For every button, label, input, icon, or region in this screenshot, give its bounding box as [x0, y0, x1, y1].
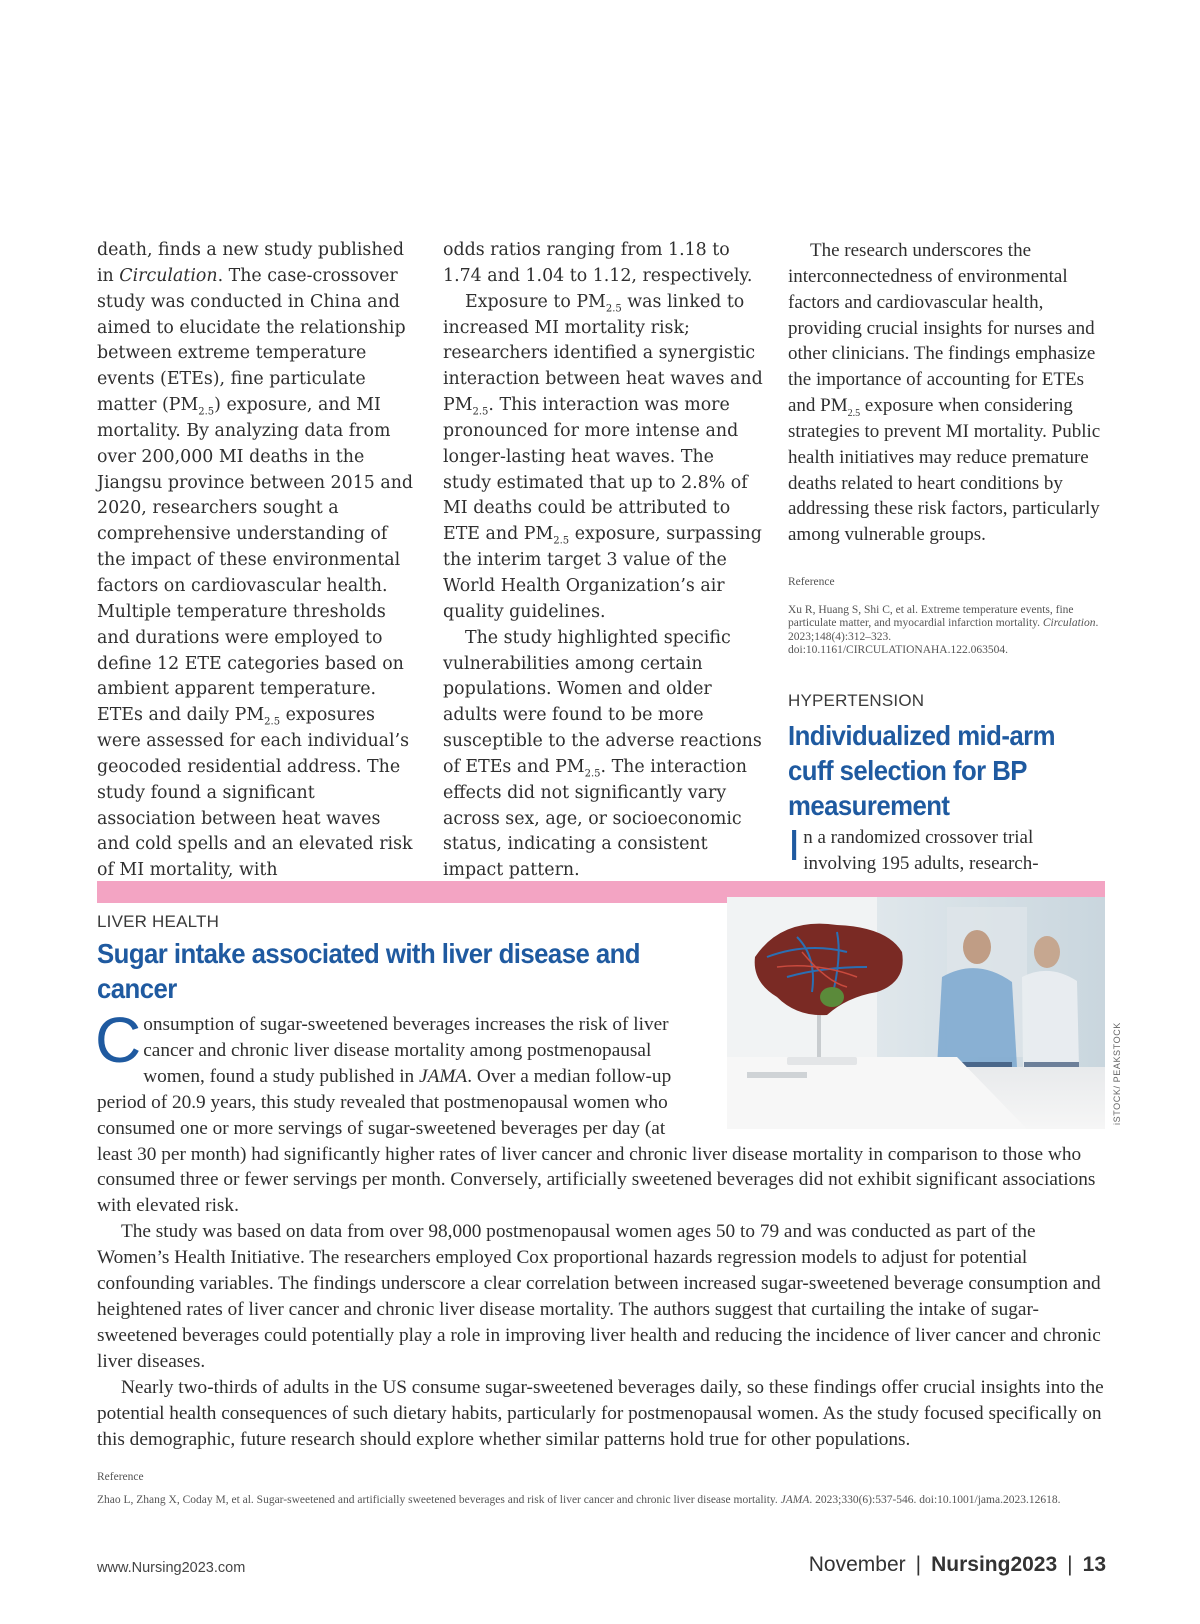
reference-heading: Reference — [97, 1471, 144, 1483]
column3-paragraph — [788, 238, 1108, 548]
footer-folio — [809, 1553, 1106, 1577]
liver-paragraph-2: The study was based on data from over 98,000 postmenopausal women ages 50 to 79 and was conducted as part of the Women’s Health Initiative. The researchers employed Cox proportional hazards regression models to adjust for potential confounding variables. The findings underscore a clear correlation between increased sugar-sweetened beverage consumption and heightened rates of liver cancer and chronic liver disease mortality. The authors suggest that curtailing the intake of sugar-sweetened beverages could potentially play a role in improving liver health and reducing the incidence of liver cancer and chronic liver diseases. — [97, 1221, 1101, 1372]
text-run: n a randomized crossover trial involving 195 adults, research- — [803, 826, 1039, 874]
text-run: . 2023;330(6):537-546. doi:10.1001/jama.2023.12618. — [809, 1494, 1061, 1506]
footer-website: www.Nursing2023.com — [97, 1560, 246, 1576]
text-run: Xu R, Huang S, Shi C, et al. Extreme temperature events, fine particulate matter, and myocardial infarction mortality. — [788, 603, 1074, 630]
section-kicker: LIVER HEALTH — [97, 912, 220, 931]
subscript: 2.5 — [584, 768, 601, 780]
text-run: exposures were assessed for each individual’s geocoded residential address. The study found a significant association between heat waves and cold spells and an elevated risk of MI mortality, with — [97, 705, 413, 881]
reference-heading: Reference — [788, 576, 835, 589]
reference-citation — [788, 604, 1108, 658]
liver-paragraph-3: Nearly two-thirds of adults in the US consume sugar-sweetened beverages daily, so these findings offer crucial insights into the potential health consequences of such dietary habits, particularly for postmenopausal women. As the study focused specifically on this demographic, future research should explore whether similar patterns hold true for other populations. — [97, 1376, 1104, 1450]
footer-month: November — [808, 1553, 906, 1576]
text-run: exposure when considering strategies to prevent MI mortality. Public health initiatives may reduce premature deaths related to heart conditions by addressing these risk factors, particularly among vulnerable groups. — [788, 395, 1101, 546]
article-column-3 — [788, 238, 1108, 877]
text-run: ) exposure, and MI mortality. By analyzing data from over 200,000 MI deaths in the Jiangsu province between 2015 and 2020, researchers sought a comprehensive understanding of the impact of these environmental factors on cardiovascular health. Multiple temperature thresholds and durations were employed to define 12 ETE categories based on ambient apparent temperature. ETEs and daily PM — [97, 395, 414, 726]
text-run: The research underscores the interconnectedness of environmental factors and cardiovascular health, providing crucial insights for nurses and other clinicians. The findings emphasize the importance of accounting for ETEs and PM — [788, 240, 1096, 417]
liver-health-article — [97, 912, 1105, 1452]
text-run: was linked to increased MI mortality risk; researchers identified a synergistic interaction between heat waves and PM — [443, 291, 763, 416]
subscript: 2.5 — [553, 535, 570, 547]
column1-paragraph — [97, 238, 417, 884]
text-run: onsumption of sugar-sweetened beverages increases the risk of liver cancer and chronic liver disease mortality among postmenopausal women, found a study published in — [143, 1014, 669, 1087]
text-run: . The interaction effects did not significantly vary across sex, age, or socioeconomic status, indicating a consistent impact pattern. — [443, 756, 747, 881]
column2-paragraph-2 — [443, 290, 763, 626]
drop-cap: I — [788, 820, 801, 870]
reference-citation — [97, 1494, 1097, 1508]
article-column-2 — [443, 238, 763, 884]
page-number: 13 — [1082, 1553, 1106, 1576]
subscript: 2.5 — [847, 407, 861, 419]
text-run: death, finds a new study published in — [97, 240, 404, 286]
column2-paragraph-3 — [443, 626, 763, 884]
text-run: Zhao L, Zhang X, Coday M, et al. Sugar-sweetened and artificially sweetened beverages and risk of liver cancer and chronic liver disease mortality. — [97, 1494, 781, 1506]
article-headline: Individualized mid-arm cuff selection for BP measurement — [788, 719, 1055, 821]
journal-name: Circulation — [1042, 617, 1096, 630]
text-run: . This interaction was more pronounced for more intense and longer-lasting heat waves. The study estimated that up to 2.8% of MI deaths could be attributed to ETE and PM — [443, 395, 748, 545]
photo-space — [733, 897, 1105, 1129]
footer-separator: | — [915, 1553, 922, 1576]
lead-paragraph — [788, 820, 1108, 877]
footer-magazine: Nursing2023 — [931, 1553, 1058, 1576]
article-column-1 — [97, 238, 417, 884]
subscript: 2.5 — [198, 406, 215, 418]
subscript: 2.5 — [605, 303, 622, 315]
column2-paragraph-1: odds ratios ranging from 1.18 to 1.74 and 1.04 to 1.12, respectively. — [443, 240, 753, 286]
text-run: Exposure to PM — [465, 291, 606, 312]
article-headline: Sugar intake associated with liver disease and cancer — [97, 938, 641, 1004]
journal-name: JAMA — [419, 1065, 468, 1087]
text-run: . Over a median follow-up period of 20.9 years, this study revealed that postmenopausal women who consumed one or more servings of sugar-sweetened beverages per day (at least 30 per month) had significantly higher rates of liver cancer and chronic liver disease mortality in comparison to those who consumed three or fewer servings per month. Conversely, artificially sweetened beverages did not exhibit significant associations with elevated risk. — [97, 1065, 1096, 1217]
text-run: exposure, surpassing the interim target 3 value of the World Health Organization’s air quality guidelines. — [443, 524, 762, 622]
journal-name: Circulation — [119, 265, 218, 286]
section-kicker: HYPERTENSION — [788, 690, 925, 710]
text-run: . The case-crossover study was conducted in China and aimed to elucidate the relationship between extreme temperature events (ETEs), fine particulate matter (PM — [97, 265, 406, 416]
subscript: 2.5 — [264, 716, 281, 728]
photo-credit: iSTOCK/ PEAKSTOCK — [1112, 1022, 1122, 1125]
text-run: The study highlighted specific vulnerabilities among certain populations. Women and older adults were found to be more susceptible to the adverse reactions of ETEs and PM — [443, 627, 762, 777]
journal-name: JAMA — [780, 1494, 810, 1506]
text-run: . 2023;148(4):312–323. doi:10.1161/CIRCULATIONAHA.122.063504. — [788, 617, 1099, 657]
subscript: 2.5 — [472, 406, 489, 418]
drop-cap: C — [95, 1004, 142, 1076]
footer-separator: | — [1067, 1553, 1073, 1576]
